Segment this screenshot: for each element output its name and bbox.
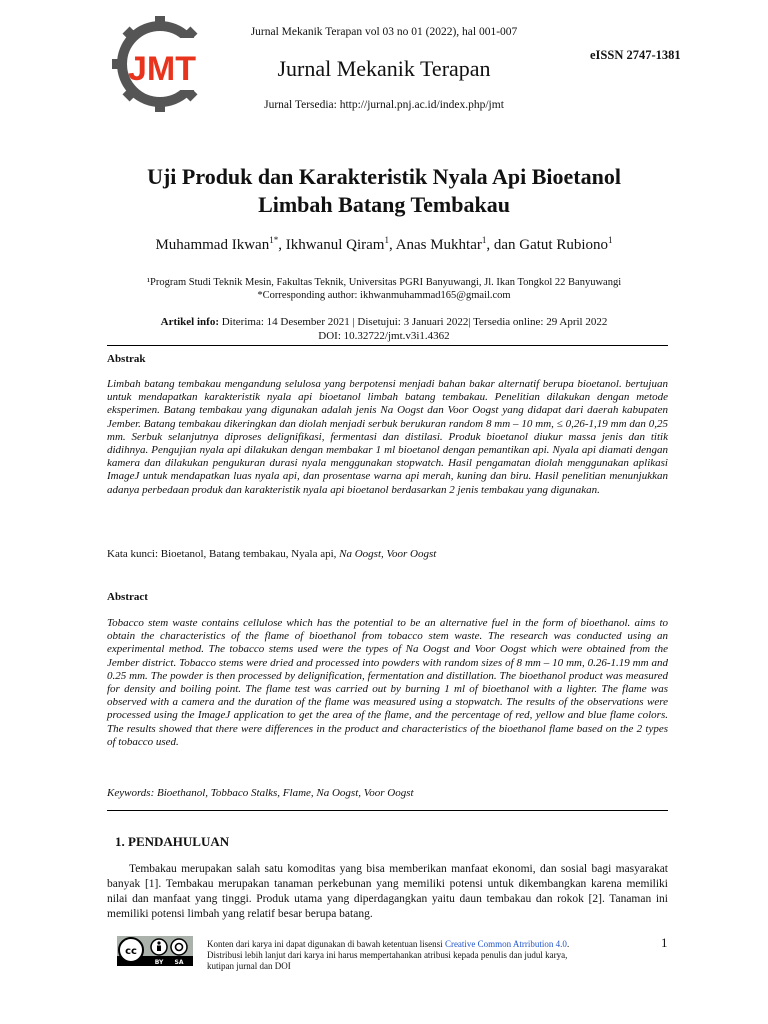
author-list: Muhammad Ikwan$^{1*}$, Ikhwanul Qiram$^1$, Anas Mukhtar$^1$, dan Gatut Rubiono$^1$	[155, 235, 613, 253]
article-info-label: Artikel info:	[160, 316, 219, 328]
journal-citation: Jurnal Mekanik Terapan vol 03 no 01 (2022), hal 001-007	[250, 26, 518, 38]
divider	[107, 810, 668, 811]
keywords: Keywords: Bioethanol, Tobbaco Stalks, Flame, Na Oogst, Voor Oogst	[107, 787, 414, 799]
author-1: Muhammad Ikwan	[155, 237, 270, 253]
doi[interactable]: DOI: 10.32722/jmt.v3i1.4362	[318, 329, 450, 342]
journal-name: Jurnal Mekanik Terapan	[277, 56, 491, 81]
svg-text:cc: cc	[125, 946, 137, 957]
abstract-heading: Abstract	[107, 591, 148, 603]
license-link[interactable]: Creative Common Atrribution 4.0	[444, 939, 567, 949]
sa-icon	[171, 939, 187, 955]
journal-url[interactable]: Jurnal Tersedia: http://jurnal.pnj.ac.id/index.php/jmt	[264, 99, 504, 111]
abstrak-heading: Abstrak	[107, 353, 146, 365]
kata-kunci: Kata kunci: Bioetanol, Batang tembakau, Nyala api, Na Oogst, Voor Oogst	[107, 548, 437, 560]
title-line-1: Uji Produk dan Karakteristik Nyala Api Bioetanol	[147, 164, 621, 189]
article-dates: Diterima: 14 Desember 2021 | Disetujui: 3 Januari 2022| Tersedia online: 29 April 2022	[218, 316, 608, 328]
divider	[107, 345, 668, 346]
article-info	[0, 316, 768, 343]
logo-text: JMT	[128, 50, 196, 88]
svg-text:SA: SA	[174, 959, 184, 966]
corresponding-author: *Corresponding author: ikhwanmuhammad165@gmail.com	[257, 290, 511, 301]
section-heading-pendahuluan: 1. PENDAHULUAN	[115, 834, 230, 849]
author-4: , dan Gatut Rubiono	[486, 237, 609, 253]
abstrak-text: Limbah batang tembakau mengandung selulosa yang berpotensi menjadi bahan bakar alternatif berupa bioetanol. bertujuan untuk mendapatkan karakteristik nyala api bioetanol limbah batang tembakau. Penelitian dilakukan dengan metode eksperimen. Batang tembakau yang digunakan adalah jenis Na Oogst dan Voor Oogst yang didapat dari daerah kabupaten Jember. Batang tembakau dikeringkan dan diolah menjadi serbuk berukuran random 8 mm – 10 mm, ≤ 0,26-1,19 mm dan 0,25 mm. Serbuk selanjutnya diproses delignifikasi, fermentasi dan distilasi. Produk bioetanol diukur massa jenis dan titik didihnya. Pengujian nyala api dilakukan dengan membakar 1 ml bioetanol dengan pemantikan api. Nyala api diamati dengan kamera dan dilakukan pengukuran durasi nyala menggunakan stopwatch. Hasil pengamatan diolah menggunakan aplikasi ImageJ untuk mendapatkan luas nyala api, dan prosentase warna api merah, kuning dan biru. Hasil penelitian menunjukkan adanya perbedaan produk dan karakteristik nyala api bioetanol berdasarkan 2 jenis tembakau yang digunakan.	[107, 378, 668, 496]
abstract-text: Tobacco stem waste contains cellulose which has the potential to be an alternative fuel in the form of bioethanol. aims to obtain the characteristics of the flame of bioethanol from tobacco stem waste. The research was conducted using an experimental method. The tobacco stems used were the types of Na Oogst and Voor Oogst which were obtained from the Jember district. Tobacco stems were dried and processed into powders with random sizes of 8 mm – 10 mm, 0.26-1.19 mm and 0.25 mm. The powder is then processed by delignification, fermentation and distillation. The bioethanol product was measured for density and boiling point. The flame test was carried out by burning 1 ml of bioethanol with a lighter. The flame was observed with a camera and the duration of the flame was measured using a stopwatch. The results of the observations were processed using the ImageJ application to get the area of the flame, and the percentage of red, yellow and blue flame colors. The results showed that there were differences in the product and characteristics of the bioethanol flame based on the 2 types of tobacco used.	[107, 617, 668, 748]
license-note: Konten dari karya ini dapat digunakan di bawah ketentuan lisensi Creative Common Atrribution 4.0. Distribusi lebih lanjut dari karya ini harus mempertahankan atribusi kepada penulis dan judul karya, kutipan jurnal dan DOI	[207, 939, 570, 971]
svg-text:BY: BY	[154, 959, 164, 966]
section-body: Tembakau merupakan salah satu komoditas yang bisa memberikan manfaat ekonomi, dan sosial bagi masyarakat banyak [1]. Tembakau merupakan tanaman perkebunan yang memiliki potensi untuk dikembangkan karena memiliki nilai dan manfaat yang tinggi. Produk utama yang diperdagangkan yaitu daun tembakau dan rokok [2]. Tanaman ini memiliki potensi limbah yang relatif besar berupa batang.	[107, 863, 668, 920]
title-line-2: Limbah Batang Tembakau	[258, 192, 510, 217]
affiliation	[0, 276, 768, 302]
cc-by-sa-badge[interactable]	[117, 936, 193, 966]
author-3: , Anas Mukhtar	[388, 237, 482, 253]
affiliation-line: ¹Program Studi Teknik Mesin, Fakultas Teknik, Universitas PGRI Banyuwangi, Jl. Ikan Tongkol 22 Banyuwangi	[146, 277, 622, 288]
eissn: eISSN 2747-1381	[590, 48, 681, 62]
paper-title	[100, 163, 668, 219]
page-number: 1	[661, 935, 668, 950]
author-2: , Ikhwanul Qiram	[278, 237, 385, 253]
